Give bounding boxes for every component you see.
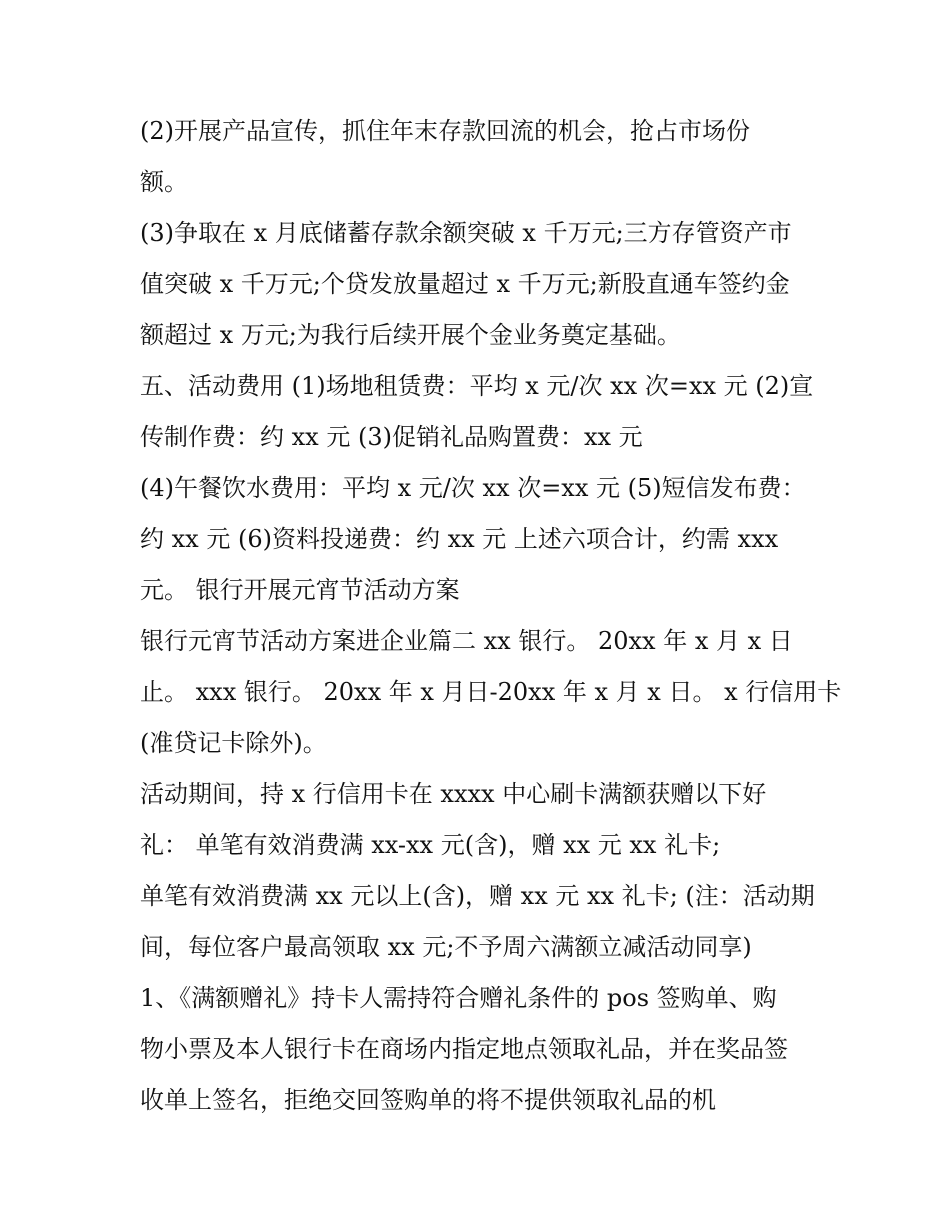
document-body bbox=[140, 106, 842, 1126]
text-line: 元。 银行开展元宵节活动方案 bbox=[140, 576, 460, 604]
text-line: 间，每位客户最高领取 xx 元;不予周六满额立减活动同享) bbox=[140, 933, 752, 961]
text-line: 单笔有效消费满 xx 元以上(含)，赠 xx 元 xx 礼卡; (注：活动期 bbox=[140, 882, 815, 910]
text-line: 物小票及本人银行卡在商场内指定地点领取礼品，并在奖品签 bbox=[140, 1035, 788, 1063]
text-line: 约 xx 元 (6)资料投递费：约 xx 元 上述六项合计，约需 xxx bbox=[140, 525, 779, 553]
text-line: 银行元宵节活动方案进企业篇二 xx 银行。 20xx 年 x 月 x 日 bbox=[140, 627, 793, 655]
text-line: 额超过 x 万元;为我行后续开展个金业务奠定基础。 bbox=[140, 321, 681, 349]
text-line: 额。 bbox=[140, 168, 188, 196]
text-line: (3)争取在 x 月底储蓄存款余额突破 x 千万元;三方存管资产市 bbox=[140, 219, 792, 247]
text-line: 礼： 单笔有效消费满 xx-xx 元(含)，赠 xx 元 xx 礼卡; bbox=[140, 831, 721, 859]
text-line: 止。 xxx 银行。 20xx 年 x 月日-20xx 年 x 月 x 日。 x 行信用卡 bbox=[140, 678, 842, 706]
text-line: (准贷记卡除外)。 bbox=[140, 729, 327, 757]
text-line: 值突破 x 千万元;个贷发放量超过 x 千万元;新股直通车签约金 bbox=[140, 270, 790, 298]
text-line: (2)开展产品宣传，抓住年末存款回流的机会，抢占市场份 bbox=[140, 117, 750, 145]
text-line: 五、活动费用 (1)场地租赁费：平均 x 元/次 xx 次=xx 元 (2)宣 bbox=[140, 372, 814, 400]
text-line: 活动期间，持 x 行信用卡在 xxxx 中心刷卡满额获赠以下好 bbox=[140, 780, 767, 808]
text-line: (4)午餐饮水费用：平均 x 元/次 xx 次=xx 元 (5)短信发布费： bbox=[140, 474, 806, 502]
text-line: 1、《满额赠礼》持卡人需持符合赠礼条件的 pos 签购单、购 bbox=[140, 984, 777, 1012]
text-line: 收单上签名，拒绝交回签购单的将不提供领取礼品的机 bbox=[140, 1086, 716, 1114]
text-line: 传制作费：约 xx 元 (3)促销礼品购置费：xx 元 bbox=[140, 423, 643, 451]
